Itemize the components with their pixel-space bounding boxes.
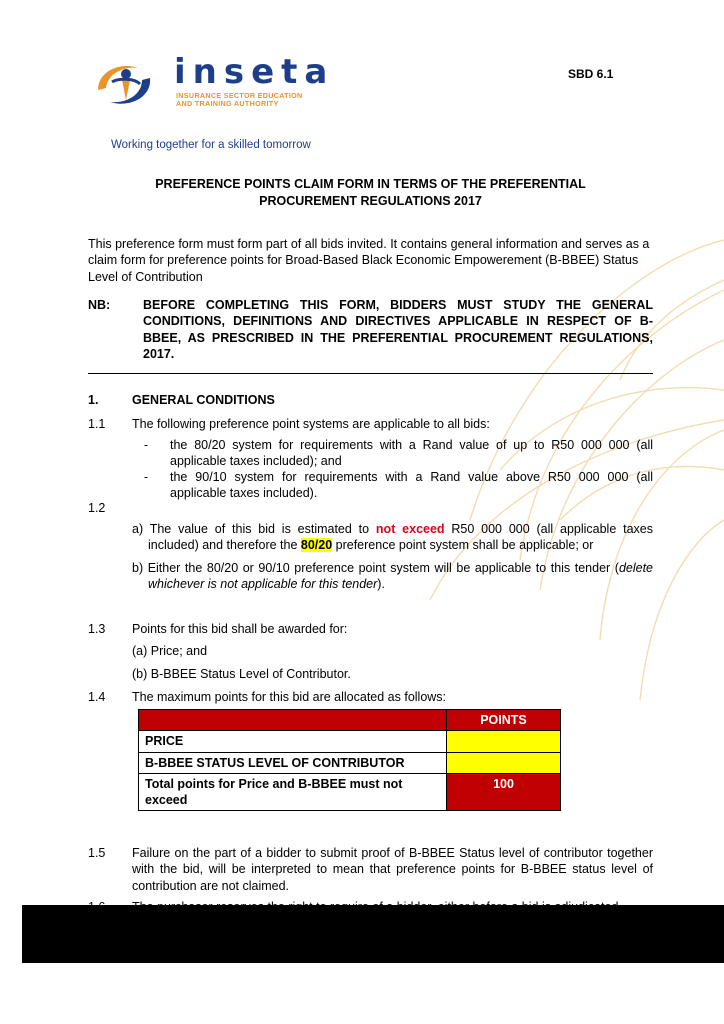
table-row — [139, 731, 561, 752]
inseta-logo — [92, 52, 342, 116]
row-label-total: Total points for Price and B-BBEE must not exceed — [139, 773, 447, 811]
clause-number-1-5: 1.5 — [88, 846, 106, 860]
clause-1-2-option-a: a) The value of this bid is estimated to not exceed R50 000 000 (all applicable taxes included) and therefore the 80/20 preference point system shall be applicable; or — [132, 522, 653, 553]
points-table — [138, 709, 561, 811]
clause-number-1-1: 1.1 — [88, 417, 106, 431]
list-item: the 80/20 system for requirements with a Rand value of up to R50 000 000 (all applicable taxes included); and — [170, 438, 653, 469]
bbbee-points-cell[interactable] — [447, 752, 561, 773]
table-header-points: POINTS — [447, 710, 561, 731]
nb-label: NB: — [88, 298, 111, 312]
intro-paragraph: This preference form must form part of all bids invited. It contains general information and serves as a claim form for preference points for Broad-Based Black Economic Empowerement (B-BBEE) Status Level of Contribution — [88, 237, 650, 284]
tagline: Working together for a skilled tomorrow — [111, 139, 311, 151]
form-code: SBD 6.1 — [568, 67, 614, 81]
logo-subtitle: INSURANCE SECTOR EDUCATION AND TRAINING AUTHORITY — [176, 91, 303, 109]
clause-1-3-text: Points for this bid shall be awarded for: — [132, 622, 348, 636]
row-label-price: PRICE — [139, 731, 447, 752]
clause-number-1-3: 1.3 — [88, 622, 106, 636]
logo-wordmark: inseta — [174, 52, 335, 92]
award-item-price: (a) Price; and — [132, 644, 208, 658]
inseta-logo-icon — [92, 56, 156, 112]
clause-1-5-text: Failure on the part of a bidder to submit proof of B-BBEE Status level of contributor together with the bid, will be interpreted to mean that preference points for B-BBEE status level of contribution are not claimed. — [132, 846, 653, 893]
clause-number-1-2: 1.2 — [88, 501, 106, 515]
document-title: PREFERENCE POINTS CLAIM FORM IN TERMS OF THE PREFERENTIAL PROCUREMENT REGULATIONS 2017 — [155, 177, 586, 208]
table-row — [139, 752, 561, 773]
highlighted-system: 80/20 — [300, 538, 333, 553]
list-item: the 90/10 system for requirements with a Rand value above R50 000 000 (all applicable taxes included). — [170, 470, 653, 501]
award-item-bbbee: (b) B-BBEE Status Level of Contributor. — [132, 667, 351, 681]
clause-1-2-option-b: b) Either the 80/20 or 90/10 preference point system will be applicable to this tender (delete whichever is not applicable for this tender). — [132, 561, 653, 592]
nb-notice — [88, 297, 653, 362]
total-points-value: 100 — [447, 773, 561, 811]
nb-text: BEFORE COMPLETING THIS FORM, BIDDERS MUST STUDY THE GENERAL CONDITIONS, DEFINITIONS AND DIRECTIVES APPLICABLE IN RESPECT OF B-BBEE, AS PRESCRIBED IN THE PREFERENTIAL PROCUREMENT REGULATIONS, 2017. — [143, 298, 653, 361]
row-label-bbbee: B-BBEE STATUS LEVEL OF CONTRIBUTOR — [139, 752, 447, 773]
clause-1-1-text: The following preference point systems are applicable to all bids: — [132, 417, 490, 431]
price-points-cell[interactable] — [447, 731, 561, 752]
list-bullet: - — [144, 470, 149, 484]
divider — [88, 373, 653, 374]
section-heading: GENERAL CONDITIONS — [132, 393, 275, 407]
not-exceed-text: not exceed — [375, 522, 445, 536]
table-header-blank — [139, 710, 447, 731]
list-bullet: - — [144, 438, 149, 452]
clause-number-1-4: 1.4 — [88, 690, 106, 704]
redaction-bar — [22, 905, 724, 963]
table-row — [139, 710, 561, 731]
clause-1-4-text: The maximum points for this bid are allocated as follows: — [132, 690, 447, 704]
table-row — [139, 773, 561, 811]
section-number: 1. — [88, 393, 99, 407]
